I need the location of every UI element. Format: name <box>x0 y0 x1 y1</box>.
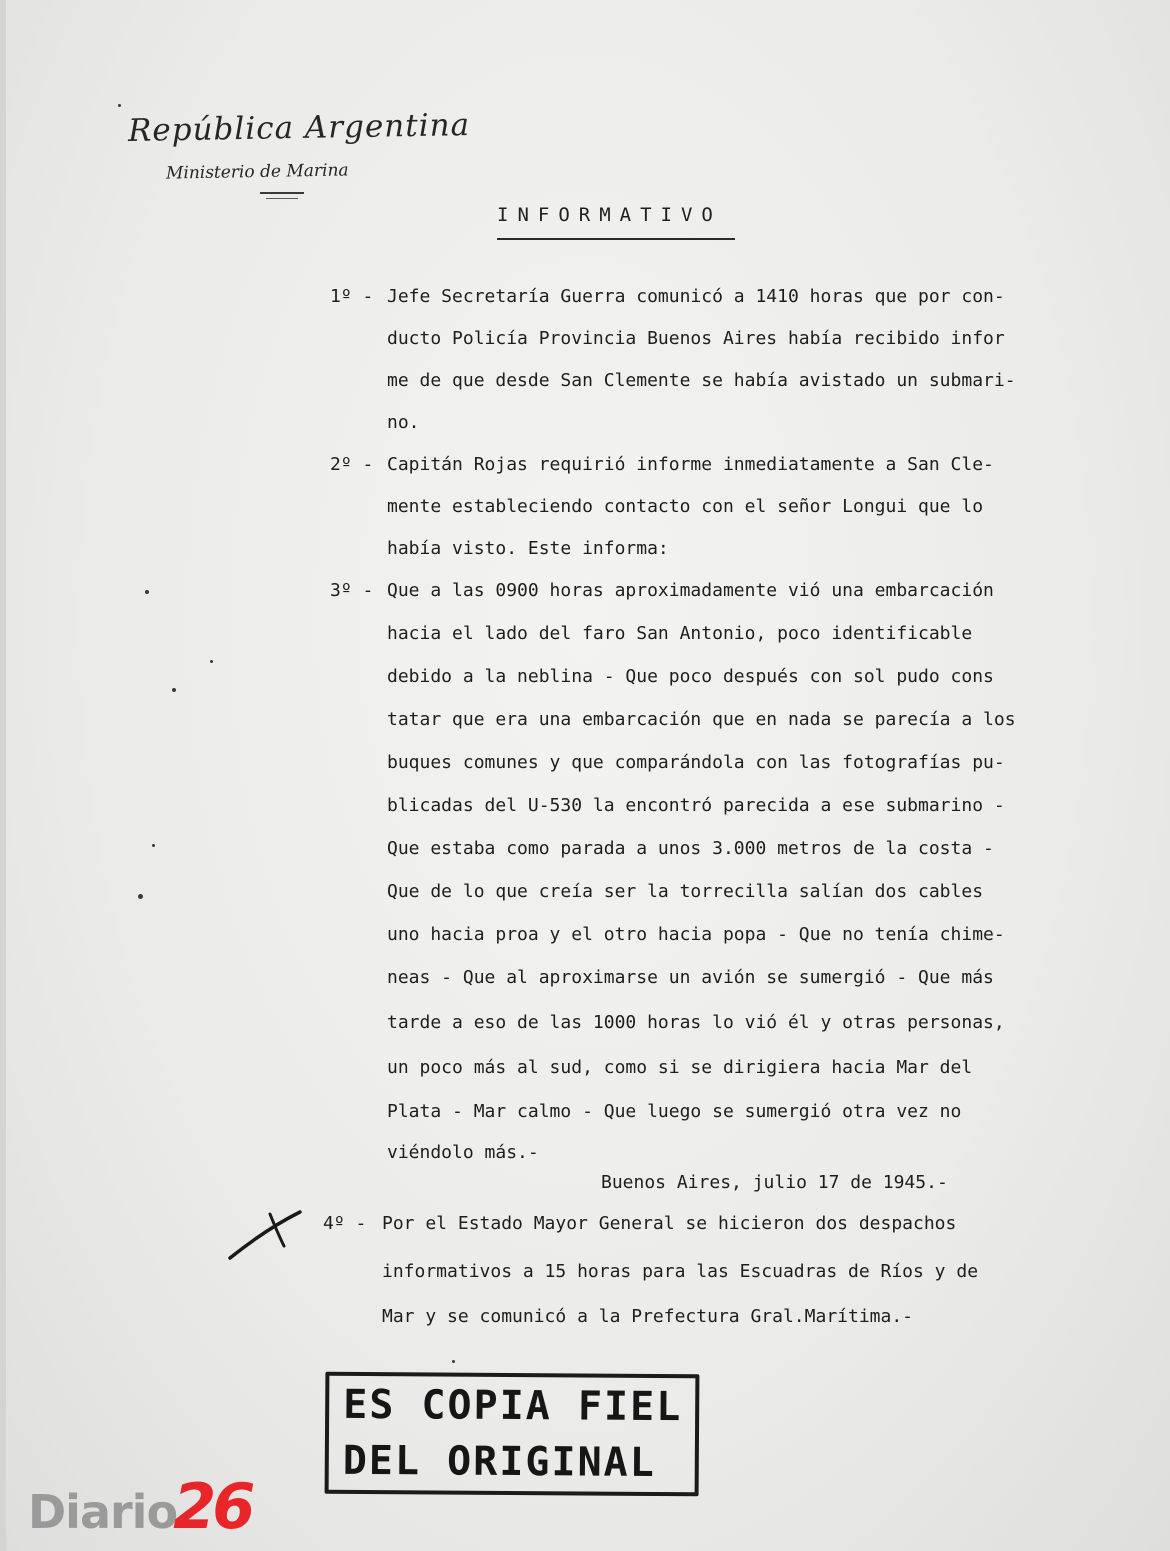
paragraph-2-line-3: había visto. Este informa: <box>387 538 669 559</box>
paragraph-3-line-4: tatar que era una embarcación que en nada se parecía a los <box>387 709 1016 730</box>
dateline: Buenos Aires, julio 17 de 1945.- <box>601 1172 948 1193</box>
paper-speck <box>172 688 176 692</box>
paragraph-3-line-5: buques comunes y que comparándola con las fotografías pu- <box>387 752 1005 773</box>
paragraph-3-line-9: uno hacia proa y el otro hacia popa - Que no tenía chime- <box>387 924 1005 945</box>
paragraph-3-line-13: Plata - Mar calmo - Que luego se sumergió otra vez no <box>387 1101 962 1122</box>
paragraph-3-line-8: Que de lo que creía ser la torrecilla salían dos cables <box>387 881 984 902</box>
paragraph-2-line-2: mente estableciendo contacto con el señor Longui que lo <box>387 496 984 517</box>
paragraph-4-line-3: Mar y se comunicó a la Prefectura Gral.Marítima.- <box>382 1306 914 1327</box>
paper-speck <box>152 844 155 847</box>
letterhead-ministry: Ministerio de Marina <box>165 160 349 184</box>
paragraph-3-line-6: blicadas del U-530 la encontró parecida a ese submarino - <box>387 795 1005 816</box>
paragraph-4-line-1: Por el Estado Mayor General se hicieron dos despachos <box>382 1213 957 1234</box>
paragraph-3-line-3: debido a la neblina - Que poco después con sol pudo cons <box>387 666 994 687</box>
title-underline <box>497 238 735 240</box>
stamp-line-2: DEL ORIGINAL <box>342 1437 656 1487</box>
paragraph-1-line-2: ducto Policía Provincia Buenos Aires había recibido infor <box>387 328 1005 349</box>
document-title: INFORMATIVO <box>497 204 722 226</box>
paragraph-1-number: 1º - <box>330 286 374 307</box>
certified-copy-stamp <box>325 1372 700 1497</box>
letterhead-rule-small <box>266 198 298 199</box>
paragraph-3-line-12: un poco más al sud, como si se dirigiera hacia Mar del <box>387 1057 973 1078</box>
logo-word: Diario <box>28 1485 178 1539</box>
paragraph-3-line-1: Que a las 0900 horas aproximadamente vió una embarcación <box>387 580 994 601</box>
letterhead <box>128 100 488 210</box>
letterhead-country: República Argentina <box>127 107 471 149</box>
paragraph-3-line-10: neas - Que al aproximarse un avión se sumergió - Que más <box>387 967 994 988</box>
paragraph-3-line-2: hacia el lado del faro San Antonio, poco identificable <box>387 623 973 644</box>
paragraph-1-line-1: Jefe Secretaría Guerra comunicó a 1410 horas que por con- <box>387 286 1005 307</box>
page-edge-shadow <box>0 0 6 1551</box>
paragraph-3-line-14: viéndolo más.- <box>387 1142 539 1163</box>
letterhead-rule <box>260 192 304 194</box>
paper-speck <box>118 104 121 107</box>
paragraph-4-line-2: informativos a 15 horas para las Escuadras de Ríos y de <box>382 1261 979 1282</box>
paragraph-3-number: 3º - <box>330 580 374 601</box>
paragraph-2-number: 2º - <box>330 454 374 475</box>
logo-number: 26 <box>173 1470 252 1543</box>
paragraph-3-line-7: Que estaba como parada a unos 3.000 metros de la costa - <box>387 838 994 859</box>
paper-speck <box>138 894 143 899</box>
paper-speck <box>452 1360 455 1363</box>
paragraph-4-number: 4º - <box>323 1213 367 1234</box>
paper-speck <box>210 660 213 663</box>
diario26-watermark-logo <box>28 1470 252 1543</box>
paragraph-3-line-11: tarde a eso de las 1000 horas lo vió él y otras personas, <box>387 1012 1005 1033</box>
paper-speck <box>145 590 149 594</box>
stamp-line-1: ES COPIA FIEL <box>343 1381 683 1431</box>
paragraph-1-line-3: me de que desde San Clemente se había avistado un submari- <box>387 370 1016 391</box>
paragraph-2-line-1: Capitán Rojas requirió informe inmediatamente a San Cle- <box>387 454 994 475</box>
handwritten-x-mark <box>226 1206 306 1262</box>
paragraph-1-line-4: no. <box>387 412 420 433</box>
